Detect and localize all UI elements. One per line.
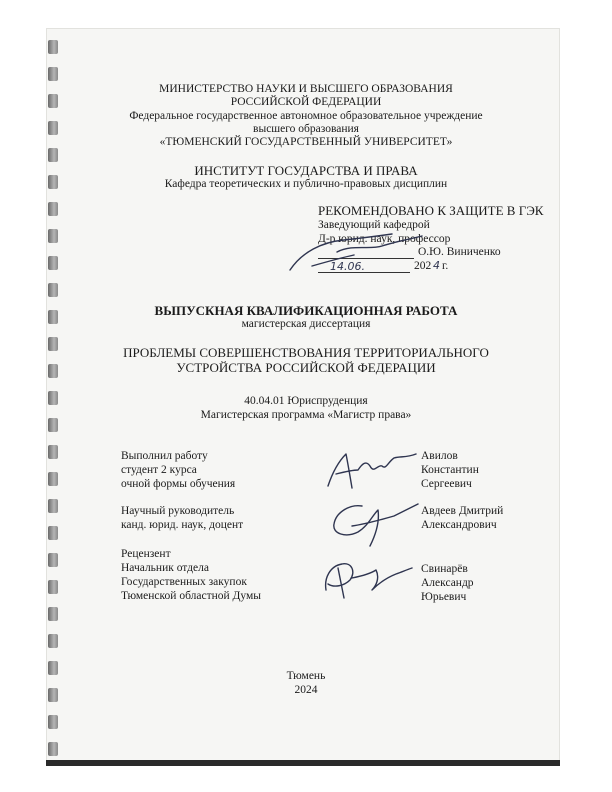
binding-ring — [48, 634, 58, 648]
author-role-2: студент 2 курса — [121, 464, 197, 476]
reviewer-signature — [316, 550, 416, 605]
author-role-1: Выполнил работу — [121, 450, 208, 462]
topic-line-1: ПРОБЛЕМЫ СОВЕРШЕНСТВОВАНИЯ ТЕРРИТОРИАЛЬНОГО — [123, 345, 489, 360]
institution-line-1: Федеральное государственное автономное образовательное учреждение — [129, 110, 483, 122]
ministry-line-1: МИНИСТЕРСТВО НАУКИ И ВЫСШЕГО ОБРАЗОВАНИЯ — [159, 83, 453, 95]
ministry-line-2: РОССИЙСКОЙ ФЕДЕРАЦИИ — [230, 96, 382, 108]
binding-ring — [48, 580, 58, 594]
binding-ring — [48, 445, 58, 459]
binding-ring — [48, 283, 58, 297]
approval-date: 14.06. — [330, 260, 365, 273]
approval-name: О.Ю. Виниченко — [418, 246, 501, 258]
binding-ring — [48, 742, 58, 756]
binding-ring — [48, 202, 58, 216]
binding-ring — [48, 607, 58, 621]
approval-degree: Д-р юрид. наук, профессор — [318, 233, 451, 245]
author-name-3: Сергеевич — [421, 478, 472, 490]
approval-year-suffix: г. — [442, 260, 449, 272]
author-name-2: Константин — [421, 464, 479, 476]
approval-position: Заведующий кафедрой — [318, 219, 430, 231]
university-name: «ТЮМЕНСКИЙ ГОСУДАРСТВЕННЫЙ УНИВЕРСИТЕТ» — [159, 136, 453, 148]
author-name-1: Авилов — [421, 450, 458, 462]
footer-year: 2024 — [294, 684, 318, 696]
master-program: Магистерская программа «Магистр права» — [200, 409, 412, 421]
supervisor-signature — [322, 496, 422, 551]
binding-ring — [48, 40, 58, 54]
binding-ring — [48, 526, 58, 540]
author-signature — [322, 444, 422, 494]
approval-heading: РЕКОМЕНДОВАНО К ЗАЩИТЕ В ГЭК — [318, 203, 544, 218]
department-name: Кафедра теоретических и публично-правовых дисциплин — [164, 178, 448, 190]
supervisor-role-1: Научный руководитель — [121, 505, 235, 517]
head-of-department-signature — [282, 222, 432, 277]
supervisor-name-1: Авдеев Дмитрий — [421, 505, 504, 517]
footer-city: Тюмень — [286, 670, 326, 682]
binding-ring — [48, 148, 58, 162]
binding-ring — [48, 499, 58, 513]
reviewer-name-1: Свинарёв — [421, 563, 468, 575]
reviewer-role-3: Государственных закупок — [121, 576, 247, 588]
reviewer-role-1: Рецензент — [121, 548, 171, 560]
binding-ring — [48, 256, 58, 270]
page-edge-shadow — [46, 760, 560, 766]
approval-year-digit: 4 — [433, 259, 440, 272]
binding-ring — [48, 715, 58, 729]
reviewer-role-2: Начальник отдела — [121, 562, 209, 574]
supervisor-name-2: Александрович — [421, 519, 497, 531]
author-role-3: очной формы обучения — [121, 478, 236, 490]
institution-line-2: высшего образования — [253, 123, 359, 135]
specialty: 40.04.01 Юриспруденция — [244, 395, 368, 407]
binding-ring — [48, 553, 58, 567]
supervisor-role-2: канд. юрид. наук, доцент — [121, 519, 244, 531]
work-type: ВЫПУСКНАЯ КВАЛИФИКАЦИОННАЯ РАБОТА — [154, 303, 458, 318]
binding-ring — [48, 67, 58, 81]
binding-ring — [48, 472, 58, 486]
reviewer-name-3: Юрьевич — [421, 591, 467, 603]
topic-line-2: УСТРОЙСТВА РОССИЙСКОЙ ФЕДЕРАЦИИ — [176, 360, 436, 375]
binding-ring — [48, 229, 58, 243]
approval-year-prefix: 202 — [414, 260, 432, 272]
reviewer-role-4: Тюменской областной Думы — [121, 590, 261, 602]
work-subtype: магистерская диссертация — [241, 318, 371, 330]
reviewer-name-2: Александр — [421, 577, 474, 589]
institute-name: ИНСТИТУТ ГОСУДАРСТВА И ПРАВА — [194, 163, 418, 178]
